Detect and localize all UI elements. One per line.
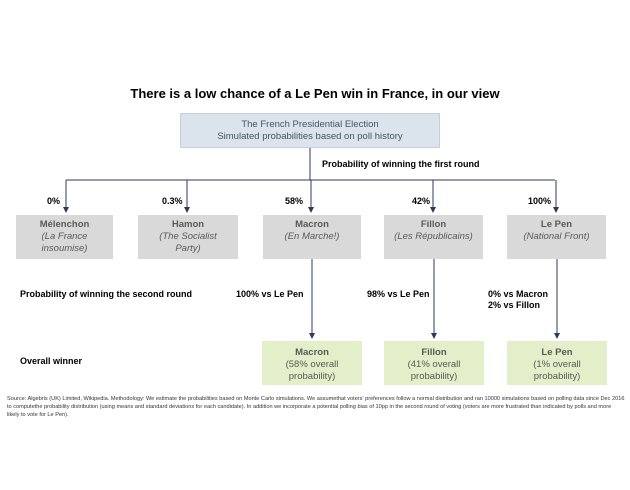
- pct-hamon: 0.3%: [162, 196, 183, 206]
- winner-name: Le Pen: [541, 347, 573, 358]
- candidate-lepen: [507, 215, 606, 259]
- candidate-party: (En Marche!): [284, 231, 340, 242]
- source-note: Source: Algebris (UK) Limited, Wikipedia. Methodology: We estimate the probabilities based on Monte Carlo simulations. We assumethat voters' preferences follow a normal distribution and ran 10000 simulations based on polling data since Dec 2016 to computethe probability distribution (using means and standard deviations for each candidate). In addition we incorporate a potential polling bias of 10pp in the second round of voting (voters are more frustrated than indicated by polls and more likely to vote for Le Pen).: [7, 396, 625, 418]
- pct-fillon: 42%: [412, 196, 431, 206]
- candidate-macron: [263, 215, 361, 259]
- winner-name: Macron: [295, 347, 329, 358]
- candidate-party: insoumise): [41, 243, 88, 254]
- pct-melenchon: 0%: [47, 196, 61, 206]
- winner-probability: (1% overall: [533, 359, 581, 370]
- winner-name: Fillon: [421, 347, 447, 358]
- pct-lepen: 100%: [528, 196, 552, 206]
- root-box: [180, 113, 440, 148]
- candidate-hamon: [138, 215, 238, 259]
- candidate-fillon: [384, 215, 483, 259]
- candidate-party: (The Socialist: [159, 231, 217, 242]
- winner-probability: (58% overall: [285, 359, 339, 370]
- first-round-label: Probability of winning the first round: [322, 159, 480, 169]
- candidate-name: Fillon: [420, 219, 447, 230]
- candidate-melenchon: [16, 215, 113, 259]
- candidate-party: (Les Républicains): [394, 231, 473, 242]
- winner-probability: probability): [533, 371, 581, 382]
- candidate-name: Mélenchon: [39, 219, 90, 230]
- overall-winner-label: Overall winner: [20, 356, 83, 366]
- candidate-party: (La France: [41, 231, 88, 242]
- pct-macron: 58%: [285, 196, 304, 206]
- second-round-fillon: 98% vs Le Pen: [367, 289, 430, 299]
- winner-probability: probability): [410, 371, 458, 382]
- candidate-party: Party): [175, 243, 201, 254]
- winner-probability: (41% overall: [407, 359, 461, 370]
- winner-lepen: [507, 341, 607, 385]
- winner-fillon: [384, 341, 484, 385]
- candidate-name: Le Pen: [540, 219, 573, 230]
- second-round-macron: 100% vs Le Pen: [236, 289, 304, 299]
- candidate-name: Hamon: [171, 219, 205, 230]
- winner-macron: [262, 341, 362, 385]
- candidate-name: Macron: [295, 219, 329, 230]
- root-line1: The French Presidential Election: [241, 118, 379, 130]
- winner-probability: probability): [288, 371, 336, 382]
- second-round-label: Probability of winning the second round: [20, 289, 192, 299]
- chart-title: There is a low chance of a Le Pen win in France, in our view: [130, 86, 500, 101]
- second-round-lepen-vs-fillon: 2% vs Fillon: [488, 300, 541, 310]
- second-round-lepen-vs-macron: 0% vs Macron: [488, 289, 549, 299]
- candidate-party: (National Front): [523, 231, 590, 242]
- root-line2: Simulated probabilities based on poll history: [217, 130, 403, 142]
